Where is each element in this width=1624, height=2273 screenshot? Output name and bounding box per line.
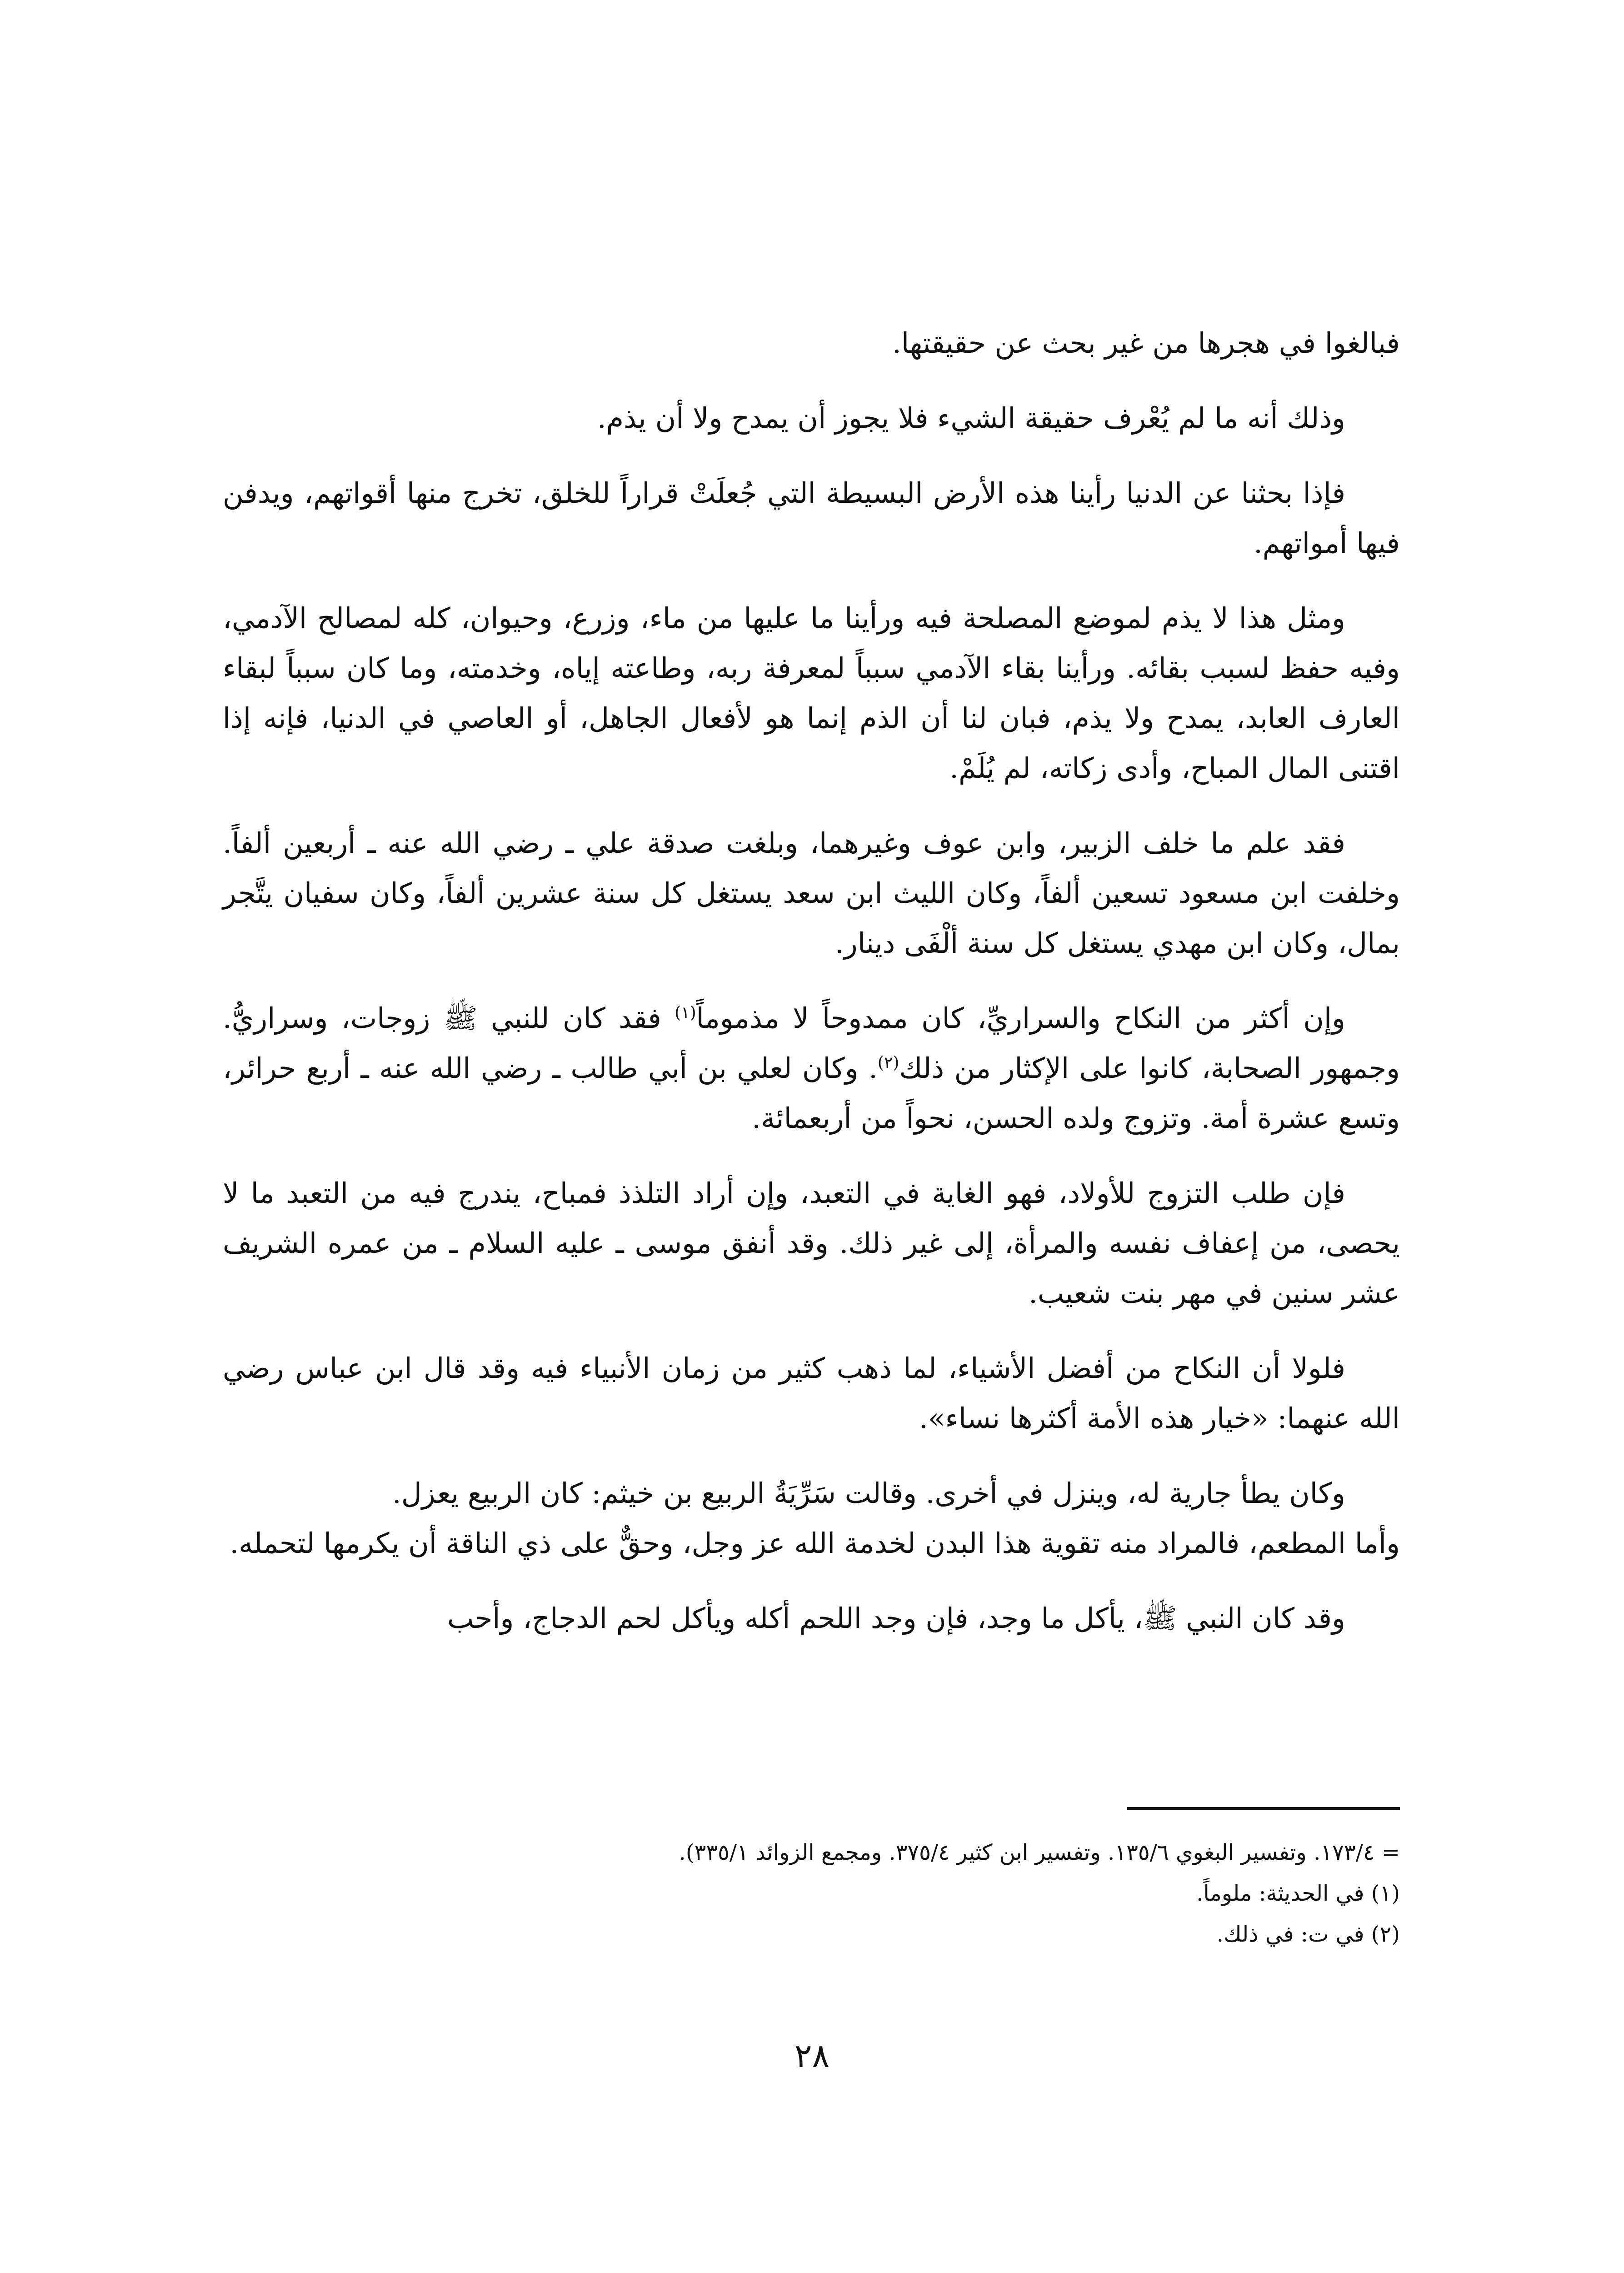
paragraph-segment: . وكان لعلي بن أبي طالب ـ رضي الله عنه ـ أربع حرائر، وتسع عشرة أمة. وتزوج ولده الحسن، نحواً من أربعمائة. xyxy=(223,1051,1400,1135)
footnote-ref-2: (٢) xyxy=(877,1053,899,1072)
paragraph: فلولا أن النكاح من أفضل الأشياء، لما ذهب كثير من زمان الأنبياء فيه وقد قال ابن عباس رضي الله عنهما: «خيار هذه الأمة أكثرها نساء». xyxy=(223,1352,1400,1435)
footnote: (٢) في ت: في ذلك. xyxy=(1216,1922,1400,1947)
page-number: ٢٨ xyxy=(794,2037,830,2075)
footnotes xyxy=(223,1832,1400,1955)
paragraph: وأما المطعم، فالمراد منه تقوية هذا البدن لخدمة الله عز وجل، وحقٌّ على ذي الناقة أن يكرمها لتحمله. xyxy=(230,1527,1400,1560)
footnote-divider xyxy=(1127,1807,1400,1810)
paragraph-with-footnote-refs xyxy=(223,993,1400,1143)
paragraph: فإذا بحثنا عن الدنيا رأينا هذه الأرض البسيطة التي جُعلَتْ قراراً للخلق، تخرج منها أقواتهم، ويدفن فيها أمواتهم. xyxy=(223,476,1400,560)
footnote: = ١٧٣/٤. وتفسير البغوي ١٣٥/٦. وتفسير ابن كثير ٣٧٥/٤. ومجمع الزوائد ٣٣٥/١). xyxy=(679,1840,1400,1865)
paragraph-segment: وإن أكثر من النكاح والسراريِّ، كان ممدوحاً لا مذموماً xyxy=(696,1001,1345,1035)
footnote: (١) في الحديثة: ملوماً. xyxy=(1196,1881,1400,1906)
paragraph: وكان يطأ جارية له، وينزل في أخرى. وقالت سَرِّيَةُ الربيع بن خيثم: كان الربيع يعزل. xyxy=(392,1477,1345,1510)
paragraph: وذلك أنه ما لم يُعْرف حقيقة الشيء فلا يجوز أن يمدح ولا أن يذم. xyxy=(597,401,1345,435)
paragraph: وقد كان النبي ﷺ، يأكل ما وجد، فإن وجد اللحم أكله ويأكل لحم الدجاج، وأحب xyxy=(447,1602,1345,1635)
paragraph: فإن طلب التزوج للأولاد، فهو الغاية في التعبد، وإن أراد التلذذ فمباح، يندرج فيه من التعبد ما لا يحصى، من إعفاف نفسه والمرأة، إلى غير ذلك. وقد أنفق موسى ـ عليه السلام ـ من عمره الشريف عشر سنين في مهر بنت شعيب. xyxy=(223,1177,1400,1310)
paragraph: فبالغوا في هجرها من غير بحث عن حقيقتها. xyxy=(892,326,1400,360)
main-text xyxy=(223,318,1400,1668)
paragraph: فقد علم ما خلف الزبير، وابن عوف وغيرهما، وبلغت صدقة علي ـ رضي الله عنه ـ أربعين ألفاً. وخلفت ابن مسعود تسعين ألفاً، وكان الليث ابن سعد يستغل كل سنة عشرين ألفاً، وكان سفيان يتَّجر بمال، وكان ابن مهدي يستغل كل سنة ألْفَى دينار. xyxy=(223,826,1400,960)
paragraph: ومثل هذا لا يذم لموضع المصلحة فيه ورأينا ما عليها من ماء، وزرع، وحيوان، كله لمصالح الآدمي، وفيه حفظ لسبب بقائه. ورأينا بقاء الآدمي سبباً لمعرفة ربه، وطاعته إياه، وخدمته، وما كان سبباً لبقاء العارف العابد، يمدح ولا يذم، فبان لنا أن الذم إنما هو لأفعال الجاهل، أو العاصي في الدنيا، فإنه إذا اقتنى المال المباح، وأدى زكاته، لم يُلَمْ. xyxy=(223,601,1400,785)
footnote-ref-1: (١) xyxy=(675,1003,696,1022)
paragraph-segment: فقد كان للنبي ﷺ زوجات، وسراريُّ. وجمهور الصحابة، كانوا على الإكثار من ذلك xyxy=(223,1001,1400,1085)
